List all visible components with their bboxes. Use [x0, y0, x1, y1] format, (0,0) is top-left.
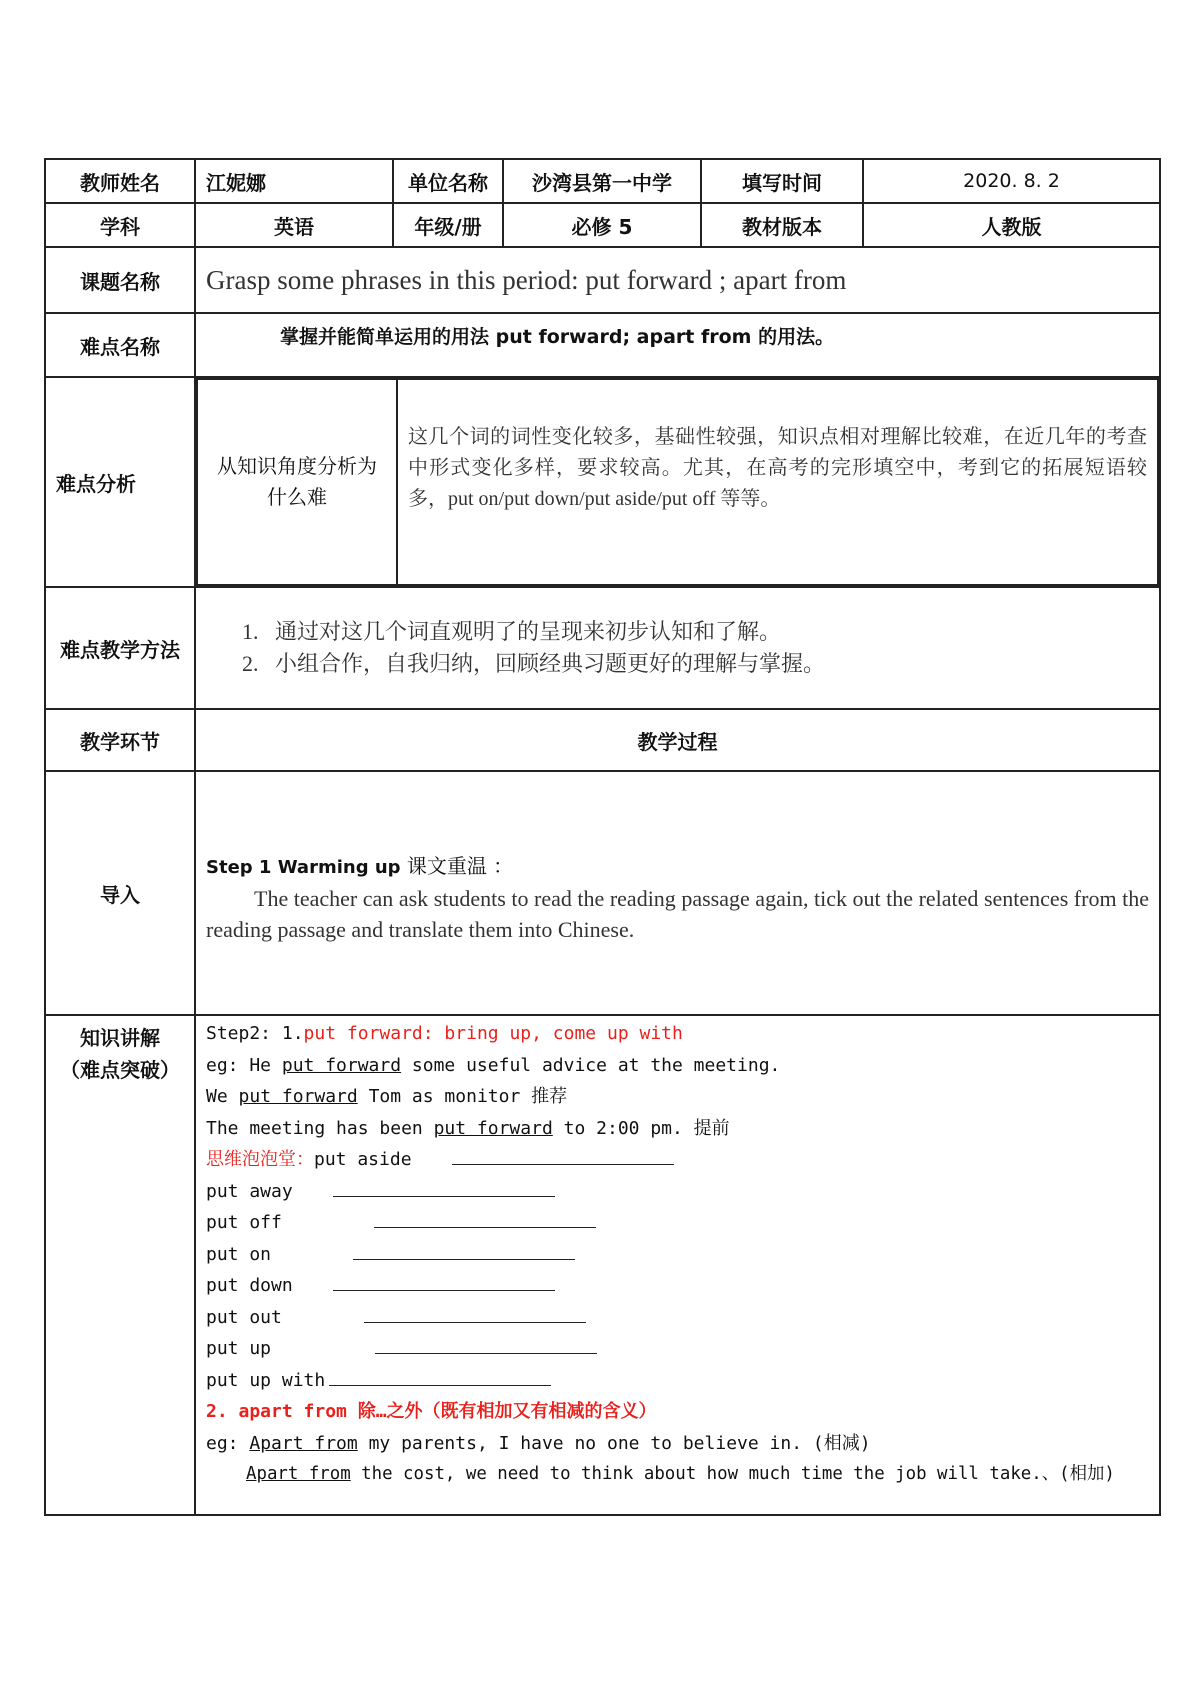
step2-line	[206, 1018, 1149, 1050]
fill-date-label: 填写时间	[701, 159, 863, 203]
example-line	[206, 1081, 1149, 1113]
analysis-row	[45, 377, 1160, 587]
analysis-content	[195, 377, 1160, 587]
phrase-row	[206, 1144, 1149, 1176]
method-list	[195, 587, 1160, 709]
answer-blank[interactable]	[374, 1209, 596, 1228]
process-label: 教学环节	[45, 709, 195, 771]
phrase-text: put up with	[206, 1369, 326, 1391]
topic-value: Grasp some phrases in this period: put forward ; apart from	[195, 247, 1160, 313]
topic-row	[45, 247, 1160, 313]
phrase-text: put away	[206, 1180, 293, 1202]
example-text: eg: He	[206, 1054, 282, 1076]
example-line	[206, 1459, 1149, 1491]
phrase-row	[206, 1207, 1149, 1239]
unit-name-value: 沙湾县第一中学	[503, 159, 701, 203]
phrase-row	[206, 1365, 1149, 1397]
answer-blank[interactable]	[353, 1241, 575, 1260]
step2-phrase: put forward: bring up, come up with	[303, 1023, 683, 1044]
phrase-row	[206, 1176, 1149, 1208]
difficulty-value: 掌握并能简单运用的用法 put forward; apart from 的用法。	[195, 313, 1160, 377]
example-line	[206, 1428, 1149, 1460]
header-row-1	[45, 159, 1160, 203]
intro-label: 导入	[45, 771, 195, 1015]
phrase-row	[206, 1239, 1149, 1271]
phrase-text: put out	[206, 1306, 282, 1328]
example-line	[206, 1050, 1149, 1082]
answer-blank[interactable]	[329, 1367, 551, 1386]
unit-name-label: 单位名称	[393, 159, 503, 203]
process-row	[45, 709, 1160, 771]
example-text: The meeting has been	[206, 1117, 434, 1139]
method-item	[242, 616, 1149, 648]
example-text: some useful advice at the meeting.	[401, 1054, 781, 1076]
phrase-row	[206, 1270, 1149, 1302]
knowledge-row	[45, 1015, 1160, 1515]
intro-row	[45, 771, 1160, 1015]
method-item-num: 2.	[242, 651, 259, 676]
phrase-text: put up	[206, 1338, 272, 1359]
analysis-sub-label: 从知识角度分析为什么难	[197, 379, 397, 585]
knowledge-label-line1: 知识讲解	[80, 1026, 160, 1050]
example-text: to 2:00 pm. 提前	[552, 1117, 730, 1139]
fill-date-value: 2020. 8. 2	[863, 159, 1160, 203]
teacher-name-value: 江妮娜	[195, 159, 393, 203]
method-row	[45, 587, 1160, 709]
example-underlined: Apart from	[249, 1432, 358, 1454]
method-label: 难点教学方法	[45, 587, 195, 709]
phrase-text: put on	[206, 1243, 272, 1265]
method-item-text: 通过对这几个词直观明了的呈现来初步认知和了解。	[275, 619, 782, 644]
edition-label: 教材版本	[701, 203, 863, 247]
edition-value: 人教版	[863, 203, 1160, 247]
phrase-row	[206, 1333, 1149, 1365]
method-item-num: 1.	[242, 619, 259, 644]
example-underlined: put forward	[238, 1086, 358, 1107]
grade-label: 年级/册	[393, 203, 503, 247]
example-text: eg:	[206, 1432, 250, 1454]
answer-blank[interactable]	[333, 1272, 555, 1291]
brainstorm-label: 思维泡泡堂：	[206, 1149, 314, 1170]
answer-blank[interactable]	[452, 1146, 674, 1165]
intro-step-title-cn: 课文重温 ：	[406, 853, 514, 878]
example-text: the cost, we need to think about how much time the job will take.、(相加)	[350, 1464, 1115, 1484]
grade-value: 必修 5	[503, 203, 701, 247]
example-text: my parents, I have no one to believe in. (相减)	[357, 1432, 871, 1454]
topic-label: 课题名称	[45, 247, 195, 313]
answer-blank[interactable]	[333, 1178, 555, 1197]
intro-content	[195, 771, 1160, 1015]
phrase-text: put off	[206, 1212, 282, 1233]
method-item-text: 小组合作，自我归纳，回顾经典习题更好的理解与掌握。	[275, 651, 826, 676]
knowledge-label-line2: （难点突破）	[60, 1058, 180, 1082]
intro-step-title-en: Step 1 Warming up	[206, 856, 401, 878]
method-item	[242, 648, 1149, 680]
subject-value: 英语	[195, 203, 393, 247]
header-row-2	[45, 203, 1160, 247]
intro-paragraph: The teacher can ask students to read the reading passage again, tick out the related sentences from the reading passage and translate them into Chinese.	[206, 885, 1149, 942]
difficulty-row	[45, 313, 1160, 377]
apart-from-title: 2. apart from 除…之外（既有相加又有相减的含义）	[206, 1401, 657, 1422]
phrase-text: put down	[206, 1275, 293, 1296]
step2-prefix: Step2: 1.	[206, 1023, 304, 1044]
process-title: 教学过程	[195, 709, 1160, 771]
knowledge-label	[45, 1015, 195, 1515]
difficulty-label: 难点名称	[45, 313, 195, 377]
example-underlined: Apart from	[246, 1464, 351, 1484]
knowledge-content	[195, 1015, 1160, 1515]
analysis-text: 这几个词的词性变化较多，基础性较强，知识点相对理解比较难，在近几年的考查中形式变化多样，要求较高。尤其，在高考的完形填空中，考到它的拓展短语较多，put on/put down/put aside/put off 等等。	[397, 379, 1158, 585]
answer-blank[interactable]	[364, 1304, 586, 1323]
lesson-plan-table	[44, 158, 1161, 1516]
phrase-row	[206, 1302, 1149, 1334]
answer-blank[interactable]	[375, 1335, 597, 1354]
example-underlined: put forward	[281, 1054, 402, 1076]
example-underlined: put forward	[433, 1117, 553, 1139]
example-text: Tom as monitor 推荐	[357, 1086, 568, 1107]
example-text: We	[206, 1086, 239, 1107]
lesson-plan-sheet	[44, 158, 1159, 1516]
intro-step-title	[206, 850, 1149, 879]
analysis-label: 难点分析	[45, 377, 195, 587]
example-line	[206, 1113, 1149, 1145]
teacher-name-label: 教师姓名	[45, 159, 195, 203]
subject-label: 学科	[45, 203, 195, 247]
phrase-text: put aside	[314, 1149, 412, 1170]
